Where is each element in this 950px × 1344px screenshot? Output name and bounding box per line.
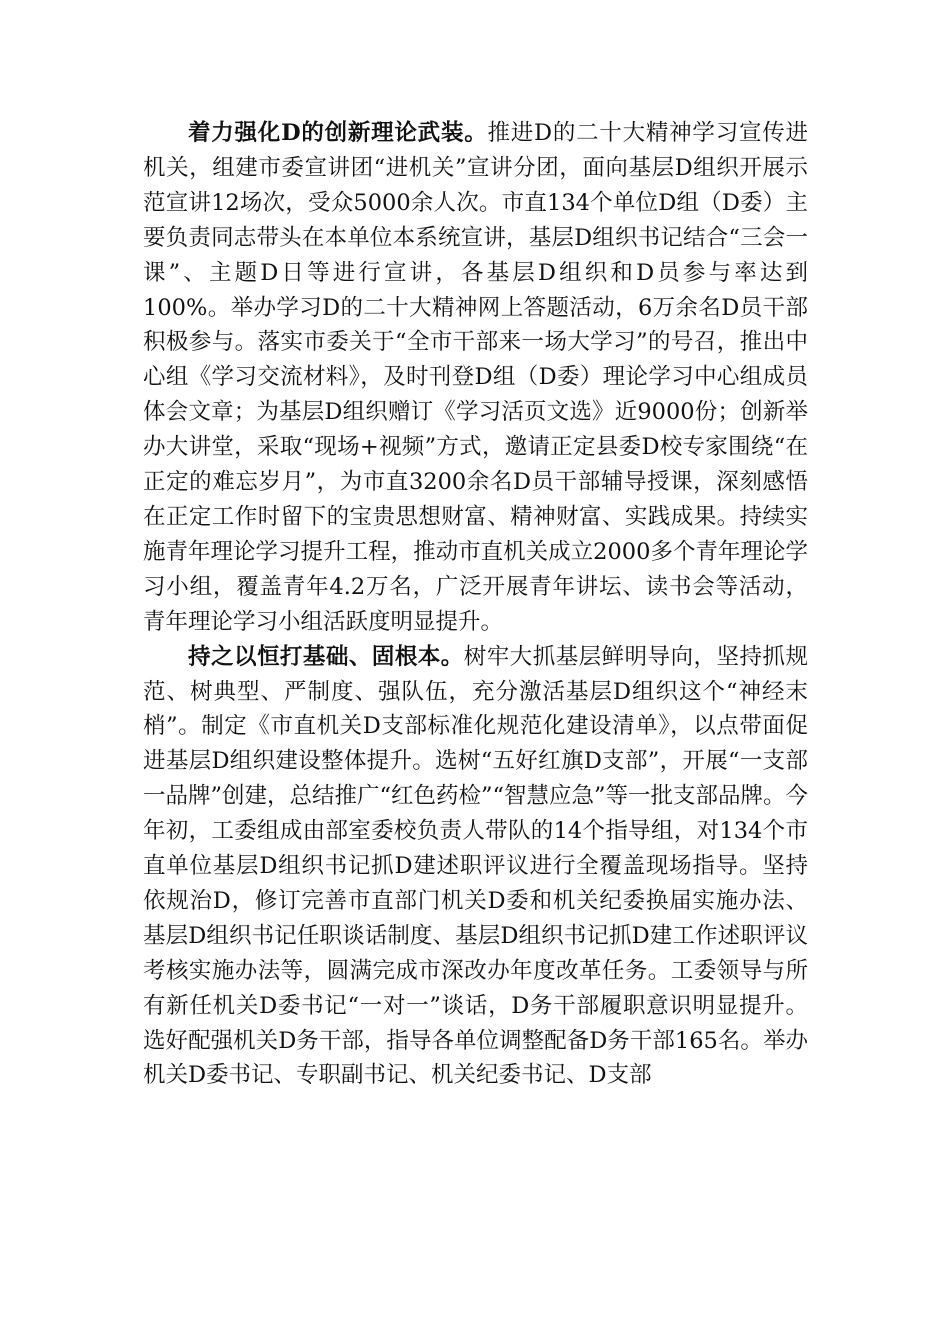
paragraph-lead-heading: 持之以恒打基础、固根本。 <box>188 643 464 670</box>
paragraph-text: 推进D的二十大精神学习宣传进机关，组建市委宣讲团“进机关”宣讲分团，面向基层D组织开展示范宣讲12场次，受众5000余人次。市直134个单位D组（D委）主要负责同志带头在本单位本系统宣讲，基层D组织书记结合“三会一课”、主题D日等进行宣讲，各基层D组织和D员参与率达到100%。举办学习D的二十大精神网上答题活动，6万余名D员干部积极参与。落实市委关于“全市干部来一场大学习”的号召，推出中心组《学习交流材料》，及时刊登D组（D委）理论学习中心组成员体会文章；为基层D组织赠订《学习活页文选》近9000份；创新举办大讲堂，采取“现场+视频”方式，邀请正定县委D校专家围绕“在正定的难忘岁月”，为市直3200余名D员干部辅导授课，深刻感悟在正定工作时留下的宝贵思想财富、精神财富、实践成果。持续实施青年理论学习提升工程，推动市直机关成立2000多个青年理论学习小组，覆盖青年4.2万名，广泛开展青年讲坛、读书会等活动，青年理论学习小组活跃度明显提升。 <box>143 120 808 635</box>
paragraph-theory-study <box>143 116 808 640</box>
paragraph-text: 树牢大抓基层鲜明导向，坚持抓规范、树典型、严制度、强队伍，充分激活基层D组织这个“神经末梢”。制定《市直机关D支部标准化规范化建设清单》，以点带面促进基层D组织建设整体提升。选树“五好红旗D支部”，开展“一支部一品牌”创建，总结推广“红色药检”“智慧应急”等一批支部品牌。今年初，工委组成由部室委校负责人带队的14个指导组，对134个市直单位基层D组织书记抓D建述职评议进行全覆盖现场指导。坚持依规治D，修订完善市直部门机关D委和机关纪委换届实施办法、基层D组织书记任职谈话制度、基层D组织书记抓D建工作述职评议考核实施办法等，圆满完成市深改办年度改革任务。工委领导与所有新任机关D委书记“一对一”谈话，D务干部履职意识明显提升。选好配强机关D务干部，指导各单位调整配备D务干部165名。举办机关D委书记、专职副书记、机关纪委书记、D支部 <box>143 643 809 1089</box>
paragraph-lead-heading: 着力强化D的创新理论武装。 <box>188 120 488 146</box>
paragraph-grassroots-building <box>143 640 808 1094</box>
document-body <box>143 116 808 1093</box>
